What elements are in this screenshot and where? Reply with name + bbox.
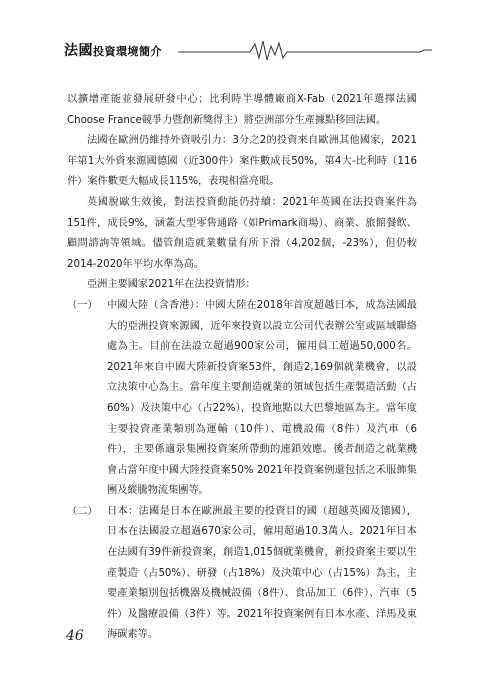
header-title xyxy=(64,40,162,60)
list-item-japan xyxy=(67,502,417,646)
paragraph-europe-investment: 法國在歐洲仍維持外資吸引力：3分之2的投資來自歐洲其他國家，2021年第1大外資來源國德國（近300件）案件數成長50%，第4大-比利時（116件）案件數更大幅成長115%，表現相當亮眼。 xyxy=(67,135,417,188)
list-item-text: 日本：法國是日本在歐洲最主要的投資目的國（超越英國及德國），日本在法國設立超過670家公司，僱用超過10.3萬人。2021年日本在法國有39件新投資案，創造1,015個就業機會，新投資案主要以生產製造（占50%）、研發（占18%）及決策中心（占15%）為主，主要產業類別包括機器及機械設備（8件）、食品加工（6件）、汽車（5件）及醫療設備（3件）等。2021年投資案例有日本水產、洋馬及東海碳素等。 xyxy=(107,505,417,641)
list-item-text: 中國大陸（含香港）：中國大陸在2018年首度超越日本，成為法國最大的亞洲投資來源國，近年來投資以設立公司代表辦公室或區域聯絡處為主。目前在法設立超過900家公司，僱用員工超過50,000名。2021年來自中國大陸新投資案53件，創造2,169個就業機會，以設立決策中心為主。當年度主要創造就業的領域包括生產製造活動（占60%）及決策中心（占22%），投資地點以大巴黎地區為主。當年度主要投資產業類別為運輸（10件）、電機設備（8件）及汽車（6件），主要係適景集團投資案所帶動的連鎖效應。後者創造之就業機會占當年度中國大陸投資案50% 2021年投資案例還包括之禾服飾集團及縱騰物流集團等。 xyxy=(107,299,417,497)
list-item-china xyxy=(67,296,417,502)
paragraph-continuation: 以擴增產能並發展研發中心；比利時半導體廠商X-Fab（2021年選擇法國Choose France競爭力暨創新獎得主）將亞洲部分生產據點移回法國。 xyxy=(67,94,417,126)
document-body xyxy=(67,90,417,646)
list-item-number: （二） xyxy=(67,505,98,517)
header-title-sub: 投資環境簡介 xyxy=(93,45,162,58)
page-number: 46 xyxy=(66,628,84,644)
running-header xyxy=(60,38,432,62)
paragraph-uk-investment: 英國脫歐生效後，對法投資動能仍持續：2021年英國在法投資案件為151件，成長9%，涵蓋大型零售通路（如Primark商場）、商業、旅館餐飲、顧問諮詢等領域。儘管創造就業數量有所下滑（4,202個，-23%），但仍較2014-2020年平均水準為高。 xyxy=(67,196,417,270)
paragraph-asia-intro: 亞洲主要國家2021年在法投資情形： xyxy=(87,279,256,291)
header-title-main: 法國 xyxy=(64,43,93,59)
list-item-number: （一） xyxy=(67,299,98,311)
